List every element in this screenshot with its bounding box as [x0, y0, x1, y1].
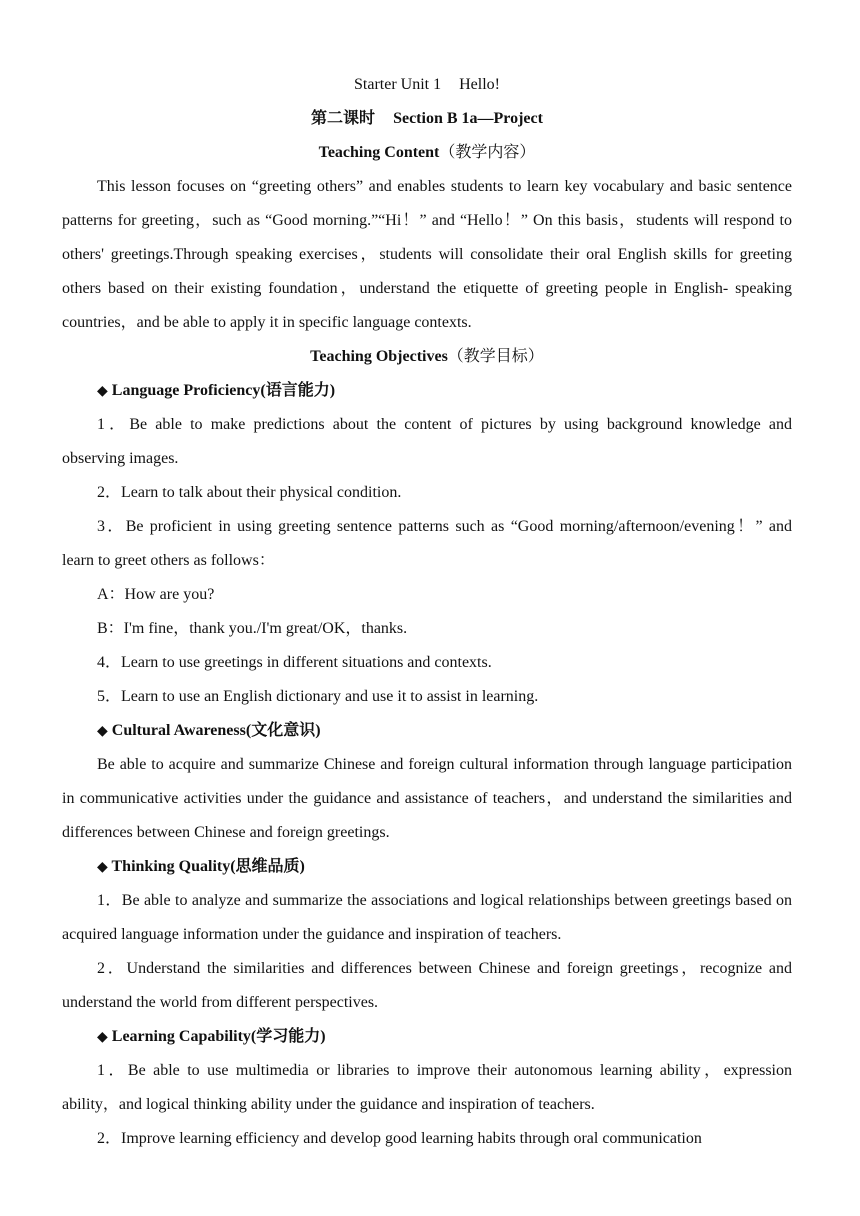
diamond-bullet-icon: ◆: [97, 1029, 108, 1045]
language-proficiency-heading: [62, 374, 792, 408]
language-item-1: 1．Be able to make predictions about the content of pictures by using background knowledge and observing images.: [62, 416, 792, 467]
language-item-2: 2．Learn to talk about their physical condition.: [97, 484, 402, 501]
learning-item-1: 1．Be able to use multimedia or libraries to improve their autonomous learning ability，expression ability，and logical thinking ability under the guidance and inspiration of teachers.: [62, 1062, 792, 1113]
cultural-awareness-title: Cultural Awareness(文化意识): [111, 722, 321, 739]
cultural-awareness-heading: [62, 714, 792, 748]
learning-capability-heading: [62, 1020, 792, 1054]
dialog-line-a: A：How are you?: [97, 586, 215, 603]
objectives-heading: Teaching Objectives: [310, 348, 448, 365]
language-item-4: 4．Learn to use greetings in different situations and contexts.: [97, 654, 492, 671]
language-item-5: 5．Learn to use an English dictionary and use it to assist in learning.: [97, 688, 539, 705]
thinking-quality-heading: [62, 850, 792, 884]
diamond-bullet-icon: ◆: [97, 723, 108, 739]
cultural-awareness-text: Be able to acquire and summarize Chinese and foreign cultural information through language participation in communicative activities under the guidance and assistance of teachers，and understand the similarities and differences between Chinese and foreign greetings.: [62, 756, 792, 841]
content-paragraph: This lesson focuses on “greeting others” and enables students to learn key vocabulary and basic sentence patterns for greeting，such as “Good morning.”“Hi！” and “Hello！” On this basis，students will respond to others' greetings.Through speaking exercises，students will consolidate their oral English skills for greeting others based on their existing foundation，understand the etiquette of greeting people in English‑ speaking countries，and be able to apply it in specific language contexts.: [62, 178, 792, 331]
lesson-title-line: [62, 102, 792, 136]
unit-title-line: [62, 68, 792, 102]
thinking-item-2: 2．Understand the similarities and differences between Chinese and foreign greetings，recognize and understand the world from different perspectives.: [62, 960, 792, 1011]
content-heading-cn: （教学内容）: [439, 144, 536, 161]
language-proficiency-title: Language Proficiency(语言能力): [111, 382, 336, 399]
objectives-heading-cn: （教学目标）: [447, 348, 544, 365]
dialog-line-b: B：I'm fine，thank you./I'm great/OK，thanks.: [97, 620, 408, 637]
language-item-3: 3．Be proficient in using greeting sentence patterns such as “Good morning/afternoon/evening！” and learn to greet others as follows：: [62, 518, 792, 569]
unit-title: Hello!: [459, 76, 500, 93]
learning-capability-title: Learning Capability(学习能力): [111, 1028, 326, 1045]
thinking-item-1: 1．Be able to analyze and summarize the associations and logical relationships between greetings based on acquired language information under the guidance and inspiration of teachers.: [62, 892, 792, 943]
content-heading: Teaching Content: [318, 144, 440, 161]
lesson-cn: 第二课时: [311, 110, 376, 127]
diamond-bullet-icon: ◆: [97, 859, 108, 875]
unit-label: Starter Unit 1: [354, 76, 442, 93]
learning-item-2: 2．Improve learning efficiency and develop good learning habits through oral communication: [97, 1130, 702, 1147]
content-heading-line: [62, 136, 792, 170]
thinking-quality-title: Thinking Quality(思维品质): [111, 858, 305, 875]
objectives-heading-line: [62, 340, 792, 374]
section-title: Section B 1a—Project: [393, 110, 543, 127]
diamond-bullet-icon: ◆: [97, 383, 108, 399]
